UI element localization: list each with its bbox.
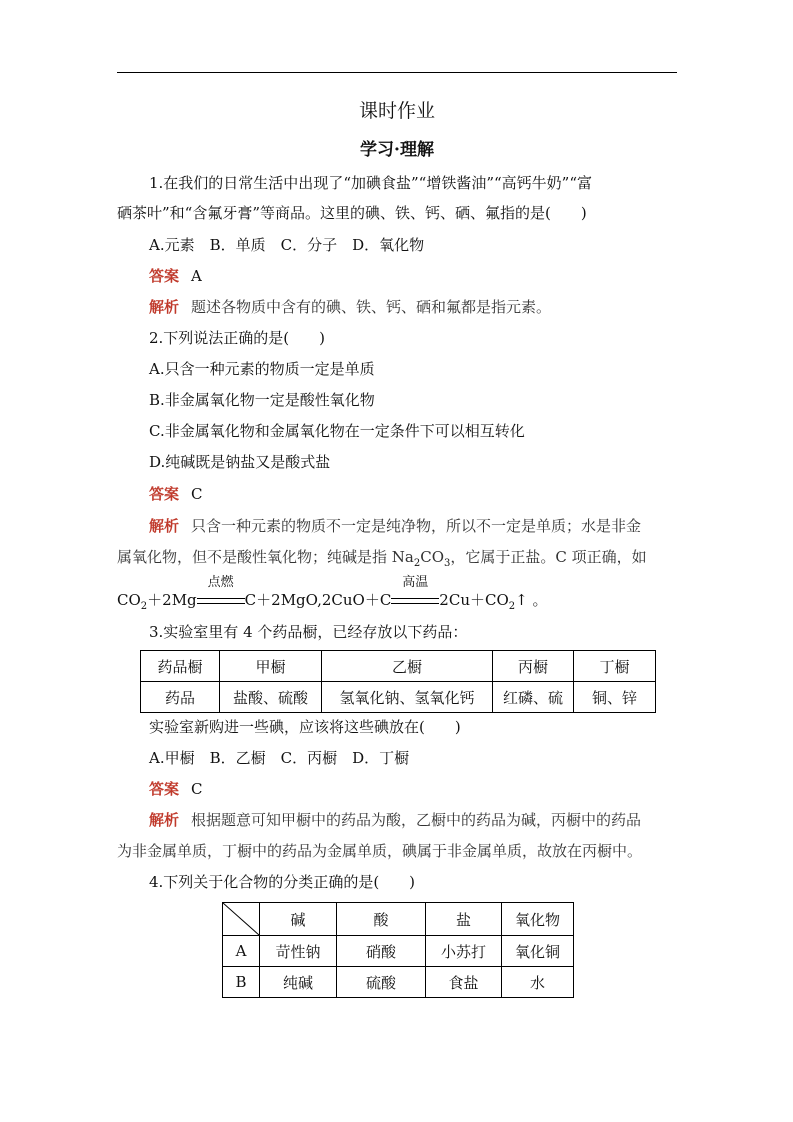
- reaction-condition: 点燃: [207, 575, 234, 590]
- answer-label: 答案: [149, 485, 180, 503]
- table-cell: 盐酸、硫酸: [220, 682, 322, 713]
- q4-stem: 4.下列关于化合物的分类正确的是( ): [149, 873, 416, 891]
- page-title: 课时作业: [358, 100, 435, 122]
- subscript: 3: [444, 558, 451, 569]
- q2-option-b: B.非金属氧化物一定是酸性氧化物: [149, 391, 375, 409]
- table-cell: B: [223, 967, 260, 998]
- q2-option-c: C.非金属氧化物和金属氧化物在一定条件下可以相互转化: [149, 422, 525, 440]
- reaction-arrow-ignite: [197, 575, 245, 610]
- subscript: 2: [413, 558, 421, 569]
- answer-label: 答案: [149, 780, 180, 798]
- analysis-text: ，它属于正盐。C 项正确，如: [450, 548, 647, 566]
- q4-classification-table: [222, 902, 574, 998]
- subscript: 2: [508, 601, 516, 612]
- reaction-arrow-heat: [391, 575, 439, 610]
- table-corner-cell: [223, 903, 260, 936]
- formula: CO: [117, 591, 141, 609]
- table-cell: 甲橱: [220, 651, 322, 682]
- q2-equation-line: [117, 575, 548, 617]
- analysis-text: 题述各物质中含有的碘、铁、钙、硒和氟都是指元素。: [191, 298, 552, 316]
- table-row: [223, 967, 574, 998]
- table-cell: 硫酸: [337, 967, 426, 998]
- table-cell: 水: [502, 967, 574, 998]
- table-cell: 乙橱: [322, 651, 493, 682]
- formula: C＋2MgO,2CuO＋C: [244, 591, 392, 609]
- analysis-text: 为非金属单质，丁橱中的药品为金属单质，碘属于非金属单质，故放在丙橱中。: [117, 842, 643, 860]
- header-rule: [117, 72, 677, 73]
- answer-value: C: [191, 485, 203, 503]
- analysis-label: 解析: [149, 517, 180, 535]
- analysis-text: CO: [420, 548, 444, 566]
- answer-value: A: [191, 267, 202, 285]
- formula: ＋2Mg: [147, 591, 197, 609]
- table-row: [141, 682, 656, 713]
- q2-analysis-line1: [149, 516, 641, 536]
- answer-value: C: [191, 780, 203, 798]
- q1-options: A.元素 B．单质 C．分子 D．氧化物: [149, 236, 425, 254]
- table-cell: 药品橱: [141, 651, 220, 682]
- analysis-text: 属氧化物，但不是酸性氧化物；纯碱是指 Na: [117, 548, 414, 566]
- table-cell: 红磷、硫: [493, 682, 574, 713]
- table-cell: 苛性钠: [260, 936, 337, 967]
- section-subtitle: 学习·理解: [360, 140, 434, 160]
- formula: 2Cu＋CO: [439, 591, 509, 609]
- q3-analysis-line2: [117, 841, 642, 861]
- table-cell: 氢氧化钠、氢氧化钙: [322, 682, 493, 713]
- analysis-text: 只含一种元素的物质不一定是纯净物，所以不一定是单质；水是非金: [191, 517, 642, 535]
- table-cell: A: [223, 936, 260, 967]
- q1-answer: [149, 266, 202, 286]
- q3-cabinet-table: [140, 650, 656, 713]
- q2-analysis-line2: [117, 547, 647, 574]
- table-cell: 酸: [337, 903, 426, 936]
- reaction-condition: 高温: [402, 575, 429, 590]
- q3-answer: [149, 779, 203, 799]
- table-cell: 硝酸: [337, 936, 426, 967]
- q3-stem: 3.实验室里有 4 个药品橱，已经存放以下药品：: [149, 623, 468, 641]
- q1-stem-line2: 硒茶叶”和“含氟牙膏”等商品。这里的碘、铁、钙、硒、氟指的是( ): [117, 204, 587, 222]
- table-cell: 纯碱: [260, 967, 337, 998]
- answer-label: 答案: [149, 267, 180, 285]
- formula: ↑ 。: [515, 591, 548, 609]
- table-cell: 食盐: [426, 967, 502, 998]
- q1-analysis: [149, 297, 551, 317]
- q3-followup: 实验室新购进一些碘，应该将这些碘放在( ): [149, 718, 461, 736]
- table-cell: 铜、锌: [574, 682, 656, 713]
- table-row: [223, 903, 574, 936]
- table-row: [141, 651, 656, 682]
- q1-stem-line1: 1.在我们的日常生活中出现了“加碘食盐”“增铁酱油”“高钙牛奶”“富: [149, 174, 592, 192]
- table-cell: 丙橱: [493, 651, 574, 682]
- q2-option-a: A.只含一种元素的物质一定是单质: [149, 360, 375, 378]
- table-cell: 小苏打: [426, 936, 502, 967]
- q3-options: A.甲橱 B．乙橱 C．丙橱 D．丁橱: [149, 749, 410, 767]
- table-cell: 氧化铜: [502, 936, 574, 967]
- q2-stem: 2.下列说法正确的是( ): [149, 329, 326, 347]
- analysis-label: 解析: [149, 298, 180, 316]
- q3-analysis-line1: [149, 810, 641, 830]
- table-row: [223, 936, 574, 967]
- table-cell: 药品: [141, 682, 220, 713]
- table-cell: 碱: [260, 903, 337, 936]
- table-cell: 氧化物: [502, 903, 574, 936]
- table-cell: 丁橱: [574, 651, 656, 682]
- diagonal-line: [223, 903, 259, 935]
- q2-answer: [149, 484, 203, 504]
- q2-option-d: D.纯碱既是钠盐又是酸式盐: [149, 453, 331, 471]
- table-cell: 盐: [426, 903, 502, 936]
- analysis-text: 根据题意可知甲橱中的药品为酸，乙橱中的药品为碱，丙橱中的药品: [191, 811, 642, 829]
- subscript: 2: [140, 601, 148, 612]
- analysis-label: 解析: [149, 811, 180, 829]
